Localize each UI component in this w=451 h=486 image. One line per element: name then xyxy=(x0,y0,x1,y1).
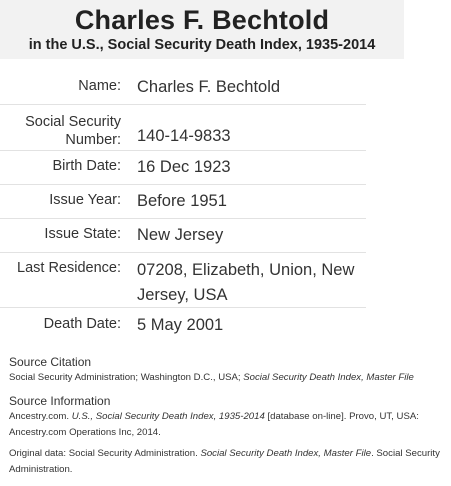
source-citation-text xyxy=(9,370,449,386)
field-label: Issue Year: xyxy=(49,192,121,208)
field-row-birth-date xyxy=(0,151,366,185)
field-row-ssn xyxy=(0,105,366,151)
info-part2: U.S., Social Security Death Index, 1935-2014 xyxy=(71,411,265,422)
field-value: 07208, Elizabeth, Union, New Jersey, USA xyxy=(137,261,355,304)
citation-italic: Social Security Death Index, Master File xyxy=(243,372,414,383)
person-name-title: Charles F. Bechtold xyxy=(74,5,330,35)
field-row-issue-year xyxy=(0,185,366,219)
record-fields-table xyxy=(0,71,366,342)
field-value: New Jersey xyxy=(137,226,224,244)
info-part3: [database on-line]. Provo, UT, USA: Ancestry.com Operations Inc, 2014. xyxy=(9,411,419,438)
field-row-issue-state xyxy=(0,219,366,253)
field-label: Last Residence: xyxy=(17,260,121,276)
orig-part1: Original data: Social Security Administration. xyxy=(9,448,201,459)
citation-plain: Social Security Administration; Washington D.C., USA; xyxy=(9,372,244,383)
field-value: 16 Dec 1923 xyxy=(137,158,231,176)
field-label: Social Security Number: xyxy=(25,114,121,148)
field-label: Birth Date: xyxy=(52,158,121,174)
record-header xyxy=(0,0,404,59)
field-value: Charles F. Bechtold xyxy=(137,78,281,96)
field-row-name xyxy=(0,71,366,105)
collection-subtitle: in the U.S., Social Security Death Index, 1935-2014 xyxy=(28,37,376,53)
orig-part3: . Social Security Administration. xyxy=(9,448,440,475)
field-row-death-date xyxy=(0,308,366,342)
field-label: Death Date: xyxy=(43,316,121,332)
field-label: Name: xyxy=(78,78,121,94)
source-information-text xyxy=(9,409,449,441)
field-label: Issue State: xyxy=(44,226,121,242)
source-information xyxy=(9,394,449,478)
sources-section xyxy=(9,355,449,486)
field-value: 5 May 2001 xyxy=(137,316,224,334)
source-citation xyxy=(9,355,449,386)
orig-part2: Social Security Death Index, Master File xyxy=(200,448,372,459)
field-value: 140-14-9833 xyxy=(137,127,231,145)
field-value: Before 1951 xyxy=(137,192,227,210)
field-row-last-residence xyxy=(0,253,366,308)
source-citation-heading: Source Citation xyxy=(9,355,92,369)
info-part1: Ancestry.com. xyxy=(9,411,72,422)
source-information-heading: Source Information xyxy=(9,394,111,408)
original-data-text xyxy=(9,446,449,478)
